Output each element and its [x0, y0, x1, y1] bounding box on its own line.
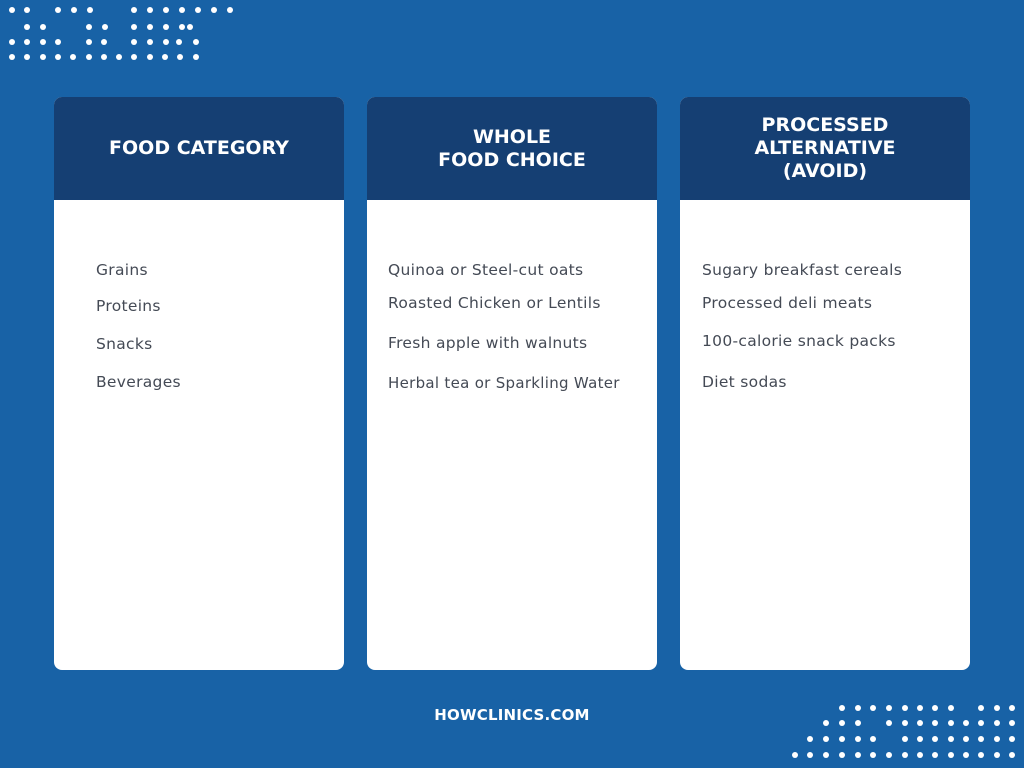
- list-item: Roasted Chicken or Lentils: [388, 294, 601, 312]
- decorative-dot: [24, 7, 30, 13]
- decorative-dot: [823, 752, 829, 758]
- processed-alternative-header: [680, 97, 970, 200]
- decorative-dot: [24, 39, 30, 45]
- decorative-dot: [839, 752, 845, 758]
- list-item: Grains: [96, 261, 148, 279]
- decorative-dot: [9, 7, 15, 13]
- list-item: Quinoa or Steel-cut oats: [388, 261, 584, 279]
- decorative-dot: [9, 39, 15, 45]
- decorative-dot: [870, 752, 876, 758]
- decorative-dot: [24, 54, 30, 60]
- decorative-dot: [101, 54, 107, 60]
- header-line: PROCESSED: [761, 114, 889, 136]
- header-line: FOOD CHOICE: [438, 148, 586, 171]
- decorative-dot: [839, 736, 845, 742]
- decorative-dot: [978, 736, 984, 742]
- decorative-dot: [948, 736, 954, 742]
- decorative-dot: [917, 736, 923, 742]
- decorative-dot: [902, 736, 908, 742]
- decorative-dot: [823, 736, 829, 742]
- decorative-dot: [187, 24, 193, 30]
- decorative-dot: [163, 24, 169, 30]
- decorative-dot: [24, 24, 30, 30]
- decorative-dot: [163, 7, 169, 13]
- decorative-dot: [40, 54, 46, 60]
- decorative-dot: [87, 7, 93, 13]
- list-item: Fresh apple with walnuts: [388, 334, 588, 352]
- header-line: (AVOID): [782, 160, 868, 182]
- site-footer[interactable]: HOWCLINICS.COM: [434, 706, 590, 724]
- decorative-dot: [807, 736, 813, 742]
- decorative-dot: [855, 752, 861, 758]
- decorative-dot: [932, 736, 938, 742]
- decorative-dot: [9, 54, 15, 60]
- decorative-dot: [193, 39, 199, 45]
- decorative-dot: [147, 24, 153, 30]
- decorative-dot: [55, 39, 61, 45]
- decorative-dot: [227, 7, 233, 13]
- processed-alternative-card: [680, 97, 970, 670]
- decorative-dot: [886, 752, 892, 758]
- decorative-dot: [70, 54, 76, 60]
- decorative-dot: [101, 39, 107, 45]
- decorative-dot: [855, 736, 861, 742]
- decorative-dot: [807, 752, 813, 758]
- decorative-dot: [917, 752, 923, 758]
- whole-food-choice-card: [367, 97, 657, 670]
- decorative-dot: [994, 752, 1000, 758]
- decorative-dot: [147, 7, 153, 13]
- decorative-dot: [963, 752, 969, 758]
- header-line: WHOLE: [472, 125, 552, 148]
- decorative-dot: [179, 24, 185, 30]
- list-item: Herbal tea or Sparkling Water: [388, 374, 620, 392]
- decorative-dot: [131, 7, 137, 13]
- header-line: FOOD CATEGORY: [109, 137, 289, 159]
- decorative-dot: [162, 54, 168, 60]
- list-item: Processed deli meats: [702, 294, 873, 312]
- decorative-dot: [932, 752, 938, 758]
- list-item: Diet sodas: [702, 373, 787, 391]
- decorative-dot: [116, 54, 122, 60]
- food-category-card: [54, 97, 344, 670]
- decorative-dot: [948, 752, 954, 758]
- decorative-dot: [55, 7, 61, 13]
- decorative-dot: [176, 39, 182, 45]
- decorative-dot: [193, 54, 199, 60]
- decorative-dot: [994, 736, 1000, 742]
- decorative-dot: [1009, 752, 1015, 758]
- decorative-dot: [86, 39, 92, 45]
- decorative-dot: [147, 54, 153, 60]
- list-item: Beverages: [96, 373, 181, 391]
- decorative-dot: [55, 54, 61, 60]
- decorative-dot: [963, 736, 969, 742]
- header-line: ALTERNATIVE: [754, 137, 896, 159]
- decorative-dot: [978, 752, 984, 758]
- decorative-dot: [792, 752, 798, 758]
- decorative-dot: [195, 7, 201, 13]
- decorative-dot: [1009, 736, 1015, 742]
- decorative-dot: [40, 24, 46, 30]
- decorative-dot: [102, 24, 108, 30]
- list-item: Snacks: [96, 335, 153, 353]
- decorative-dot: [86, 54, 92, 60]
- whole-food-choice-header: [367, 97, 657, 200]
- decorative-dot: [211, 7, 217, 13]
- decorative-dot: [86, 24, 92, 30]
- decorative-dot: [40, 39, 46, 45]
- decorative-dot: [870, 736, 876, 742]
- list-item: 100-calorie snack packs: [702, 332, 896, 350]
- decorative-dot: [179, 7, 185, 13]
- decorative-dot: [131, 24, 137, 30]
- decorative-dot: [71, 7, 77, 13]
- list-item: Sugary breakfast cereals: [702, 261, 903, 279]
- list-item: Proteins: [96, 297, 161, 315]
- decorative-dot: [163, 39, 169, 45]
- decorative-dot: [177, 54, 183, 60]
- food-category-header: [54, 97, 344, 200]
- decorative-dot: [147, 39, 153, 45]
- decorative-dot: [131, 54, 137, 60]
- decorative-dot: [902, 752, 908, 758]
- decorative-dot: [131, 39, 137, 45]
